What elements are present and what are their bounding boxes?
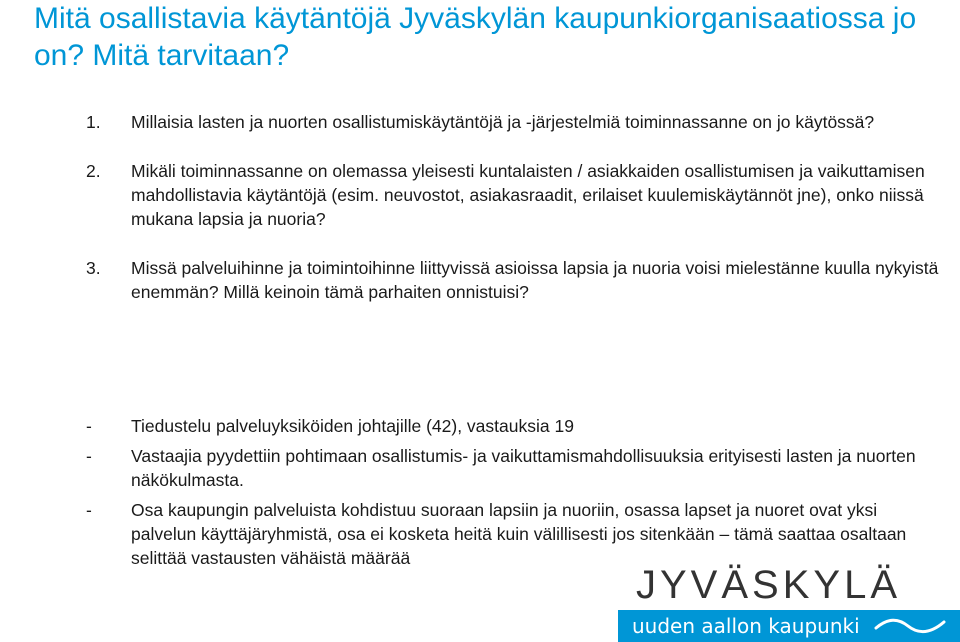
slide-title: Mitä osallistavia käytäntöjä Jyväskylän kaupunkiorganisaatiossa jo on? Mitä tarvitaan? — [34, 2, 917, 72]
question-text: Missä palveluihinne ja toimintoihinne liittyvissä asioissa lapsia ja nuoria voisi mielestänne kuulla nykyistä enemmän? Millä keinoin tämä parhaiten onnistuisi? — [131, 258, 939, 302]
question-list — [86, 110, 946, 304]
bullet-marker: - — [86, 500, 92, 520]
bullet-text: Tiedustelu palveluyksiköiden johtajille (42), vastauksia 19 — [131, 416, 574, 436]
logo-wordmark: JYVÄSKYLÄ — [636, 563, 902, 607]
question-number: 3. — [86, 258, 101, 278]
question-number: 2. — [86, 161, 101, 181]
logo-slogan-band — [618, 610, 960, 642]
wave-icon — [874, 616, 946, 636]
bullet-text: Osa kaupungin palveluista kohdistuu suoraan lapsiin ja nuoriin, osassa lapset ja nuoret ovat yksi palvelun käyttäjäryhmistä, osa ei kosketa heitä kuin välillisesti jos sitenkään – tämä saattaa osaltaan selittää vastausten vähäistä määrää — [131, 500, 907, 568]
bullet-marker: - — [86, 416, 92, 436]
bullet-list — [86, 414, 946, 576]
question-text: Millaisia lasten ja nuorten osallistumiskäytäntöjä ja -järjestelmiä toiminnassanne on jo käytössä? — [131, 112, 875, 132]
bullet-item — [86, 498, 946, 570]
question-item — [86, 110, 946, 134]
bullet-item — [86, 444, 946, 492]
bullet-item — [86, 414, 946, 438]
question-text: Mikäli toiminnassanne on olemassa yleisesti kuntalaisten / asiakkaiden osallistumisen ja vaikuttamisen mahdollistavia käytäntöjä (esim. neuvostot, asiakasraadit, erilaiset kuulemiskäytännöt jne), onko niissä mukana lapsia ja nuoria? — [131, 161, 925, 229]
question-item — [86, 256, 946, 304]
question-number: 1. — [86, 112, 101, 132]
bullet-text: Vastaajia pyydettiin pohtimaan osallistumis- ja vaikuttamismahdollisuuksia erityisesti lasten ja nuorten näkökulmasta. — [131, 446, 916, 490]
jyvaskyla-logo — [618, 562, 960, 642]
bullet-marker: - — [86, 446, 92, 466]
question-item — [86, 159, 946, 231]
logo-slogan: uuden aallon kaupunki — [632, 614, 860, 638]
